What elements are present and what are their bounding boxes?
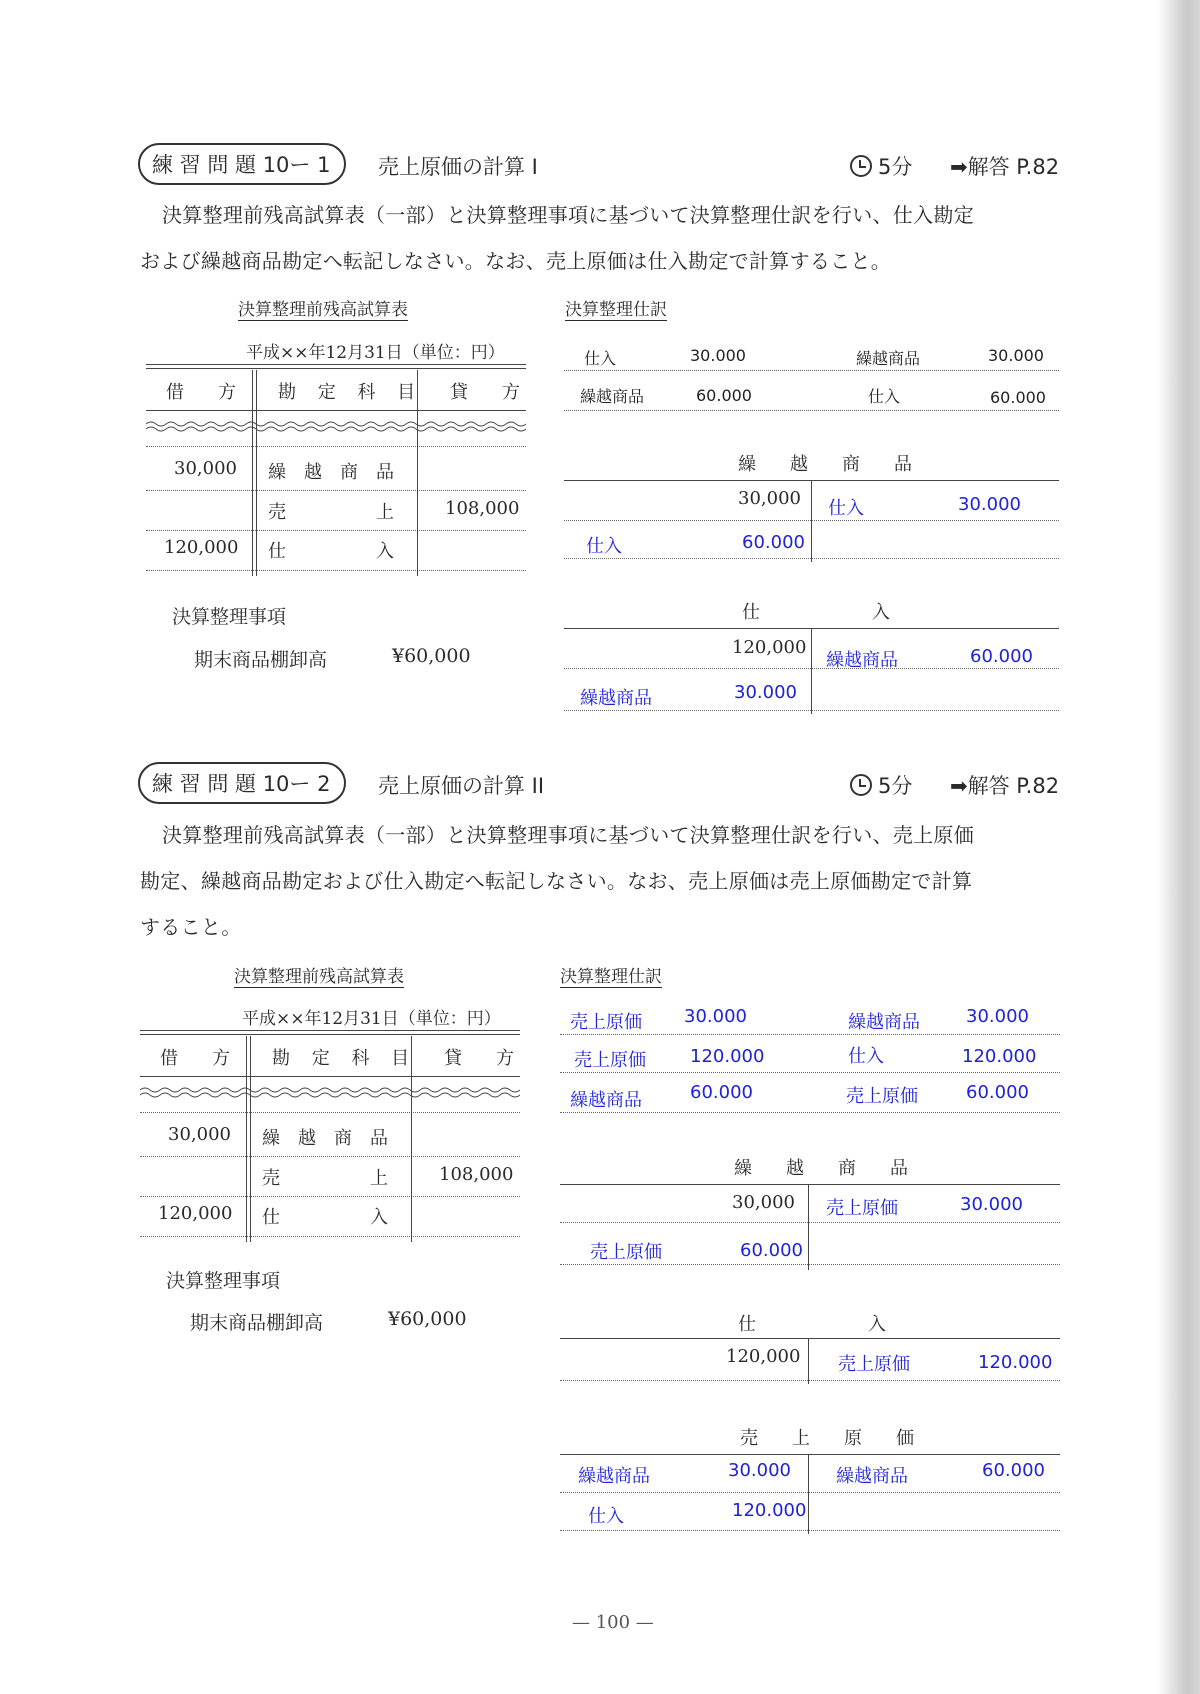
arrow-right-icon: ➡ [950,155,968,179]
tb2-row1-account: 繰 越 商 品 [262,1128,388,1149]
ledger-ex2-cogs-dr2: 仕入 [588,1506,624,1527]
tb2-row2-credit: 108,000 [439,1164,514,1185]
adjustment-title-2: 決算整理事項 [166,1270,281,1292]
j1-row1-cr-amt: 30.000 [988,346,1044,365]
ledger-ex2-purchases-dr-bal: 120,000 [726,1346,801,1367]
ledger-ex2-cogs-dr1-amt: 30.000 [728,1460,791,1481]
ledger-ex1-purchases-dr-bal: 120,000 [732,637,807,658]
clock-icon [850,155,872,177]
tb1-header-credit: 貸 方 [450,382,528,403]
tb2-row2-account: 売 上 [262,1168,388,1189]
adjustment-value-2: ¥60,000 [388,1308,467,1330]
tb2-row1-debit: 30,000 [168,1124,231,1145]
j2-row3-dr-amt: 60.000 [690,1082,753,1103]
wave-break-1 [146,420,526,434]
ledger-ex1-carried-cr1-amt: 30.000 [958,494,1021,515]
j1-row1-dr: 仕入 [584,349,617,368]
tb1-row1-account: 繰 越 商 品 [268,462,394,483]
clock-icon [850,774,872,796]
adjustment-title-1: 決算整理事項 [172,606,287,628]
tb1-row2-credit: 108,000 [445,498,520,519]
ledger-ex2-carried-dr2-amt: 60.000 [740,1240,803,1261]
j2-row1-cr-amt: 30.000 [966,1006,1029,1027]
j2-row1-dr-amt: 30.000 [684,1006,747,1027]
ledger-ex1-purchases-cr1: 繰越商品 [826,650,898,671]
ledger-ex2-carried-dr2: 売上原価 [590,1242,662,1263]
j2-row1-dr: 売上原価 [570,1012,642,1033]
adjustment-item-2: 期末商品棚卸高 [190,1312,324,1334]
instructions-2-line1: 決算整理前残高試算表（一部）と決算整理事項に基づいて決算整理仕訳を行い、売上原価 [162,823,974,847]
ledger-ex2-purchases-cr1-amt: 120.000 [978,1352,1053,1373]
exercise-title-2: 売上原価の計算 II [378,774,545,798]
ledger-ex1-carried-dr2-amt: 60.000 [742,532,805,553]
instructions-1-line1: 決算整理前残高試算表（一部）と決算整理事項に基づいて決算整理仕訳を行い、仕入勘定 [162,203,974,227]
arrow-right-icon: ➡ [950,774,968,798]
instructions-1-line2: および繰越商品勘定へ転記しなさい。なお、売上原価は仕入勘定で計算すること。 [140,249,892,273]
tb1-row1-debit: 30,000 [174,458,237,479]
ledger-ex1-carried-dr-bal: 30,000 [738,488,801,509]
tb1-row3-debit: 120,000 [164,537,239,558]
adjustment-value-1: ¥60,000 [392,645,471,667]
j2-row2-cr-amt: 120.000 [962,1046,1037,1067]
trial-balance-date-2: 平成××年12月31日（単位：円） [242,1009,501,1029]
ledger-ex1-carried-cr1: 仕入 [828,498,864,519]
ledger-title-ex1-carried: 繰 越 商 品 [738,454,920,475]
j2-row1-cr: 繰越商品 [848,1012,920,1033]
ledger-ex2-cogs-cr1-amt: 60.000 [982,1460,1045,1481]
answer-ref-1: ➡解答 P.82 [950,155,1060,179]
exercise-badge-1: 練 習 問 題 10ー 1 [138,143,346,185]
j2-row3-cr-amt: 60.000 [966,1082,1029,1103]
journal-title-1: 決算整理仕訳 [565,300,667,320]
instructions-2-line3: すること。 [140,915,242,939]
ledger-ex2-carried-dr-bal: 30,000 [732,1192,795,1213]
journal-title-2: 決算整理仕訳 [560,967,662,987]
j2-row3-dr: 繰越商品 [570,1090,642,1111]
trial-balance-title-2: 決算整理前残高試算表 [234,967,404,987]
j1-row2-dr-amt: 60.000 [696,386,752,405]
ledger-ex2-carried-cr1-amt: 30.000 [960,1194,1023,1215]
tb2-header-debit: 借 方 [160,1048,238,1069]
wave-break-2 [140,1086,520,1100]
tb1-header-debit: 借 方 [166,382,244,403]
ledger-ex1-purchases-cr1-amt: 60.000 [970,646,1033,667]
trial-balance-title-1: 決算整理前残高試算表 [238,300,408,320]
ledger-ex2-purchases-cr1: 売上原価 [838,1354,910,1375]
page-number: — 100 — [572,1612,654,1633]
j2-row2-cr: 仕入 [848,1046,884,1067]
j2-row2-dr: 売上原価 [574,1050,646,1071]
ledger-ex2-cogs-cr1: 繰越商品 [836,1466,908,1487]
ledger-title-ex1-purchases: 仕 入 [742,602,898,623]
page-edge-shadow [1158,0,1200,1694]
ledger-ex2-cogs-dr1: 繰越商品 [578,1466,650,1487]
j1-row1-dr-amt: 30.000 [690,346,746,365]
tb2-row3-debit: 120,000 [158,1203,233,1224]
tb2-header-credit: 貸 方 [444,1048,522,1069]
ledger-title-ex2-carried: 繰 越 商 品 [734,1158,916,1179]
tb1-row3-account: 仕 入 [268,541,394,562]
tb2-header-account: 勘 定 科 目 [272,1048,418,1069]
j2-row3-cr: 売上原価 [846,1086,918,1107]
ledger-title-ex2-purchases: 仕 入 [738,1314,894,1335]
tb1-row2-account: 売 上 [268,502,394,523]
ledger-ex1-purchases-dr2: 繰越商品 [580,688,652,709]
trial-balance-date-1: 平成××年12月31日（単位：円） [246,343,505,363]
ledger-ex1-carried-dr2: 仕入 [586,536,622,557]
exercise-title-1: 売上原価の計算 I [378,155,538,179]
tb2-row3-account: 仕 入 [262,1207,388,1228]
ledger-title-ex2-cogs: 売 上 原 価 [740,1428,922,1449]
ledger-ex1-purchases-dr2-amt: 30.000 [734,682,797,703]
time-limit-1: 5分 [850,151,912,181]
tb1-header-account: 勘 定 科 目 [278,382,424,403]
exercise-badge-2: 練 習 問 題 10ー 2 [138,762,346,804]
answer-ref-2: ➡解答 P.82 [950,774,1060,798]
time-limit-2: 5分 [850,770,912,800]
j1-row1-cr: 繰越商品 [856,349,921,368]
j1-row2-cr-amt: 60.000 [990,388,1046,407]
j2-row2-dr-amt: 120.000 [690,1046,765,1067]
ledger-ex2-carried-cr1: 売上原価 [826,1198,898,1219]
j1-row2-dr: 繰越商品 [580,387,645,406]
ledger-ex2-cogs-dr2-amt: 120.000 [732,1500,807,1521]
instructions-2-line2: 勘定、繰越商品勘定および仕入勘定へ転記しなさい。なお、売上原価は売上原価勘定で計算 [140,869,973,893]
j1-row2-cr: 仕入 [868,387,901,406]
adjustment-item-1: 期末商品棚卸高 [194,649,328,671]
